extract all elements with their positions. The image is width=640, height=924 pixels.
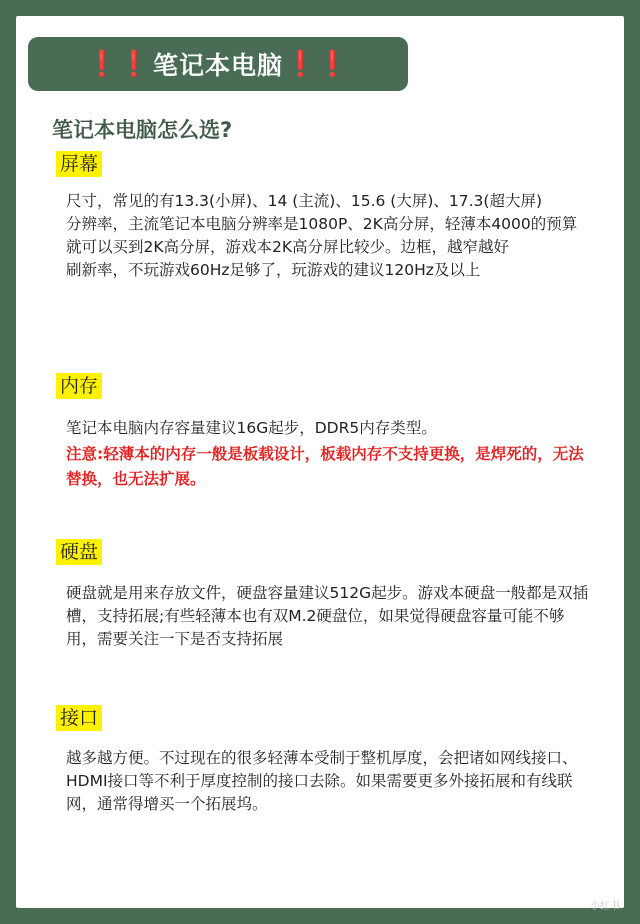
storage-text: 硬盘就是用来存放文件，硬盘容量建议512G起步。游戏本硬盘一般都是双插槽，支持拓展;有些轻薄本也有双M.2硬盘位，如果觉得硬盘容量可能不够用，需要关注一下是否支持拓展 (66, 584, 589, 648)
watermark: 小红书 (590, 901, 620, 912)
exclamation-icon-right: ❗❗ (285, 49, 350, 78)
banner-title: 笔记本电脑 (152, 51, 283, 80)
section-body-screen (66, 190, 590, 282)
title-banner (28, 37, 408, 91)
section-title-storage: 硬盘 (56, 539, 102, 565)
exclamation-icon-left: ❗❗ (86, 49, 151, 78)
memory-text: 笔记本电脑内存容量建议16G起步，DDR5内存类型。 (66, 419, 437, 437)
section-body-memory (66, 417, 590, 440)
section-title-memory: 内存 (56, 373, 102, 399)
screen-refresh-text: 刷新率，不玩游戏60Hz足够了，玩游戏的建议120Hz及以上 (66, 261, 481, 279)
section-title-screen: 屏幕 (56, 151, 102, 177)
memory-warning: 注意:轻薄本的内存一般是板载设计，板载内存不支持更换，是焊死的，无法替换，也无法扩展。 (66, 445, 584, 488)
section-body-ports (66, 747, 590, 816)
screen-resolution-text: 分辨率，主流笔记本电脑分辨率是1080P、2K高分屏，轻薄本4000的预算就可以买到2K高分屏，游戏本2K高分屏比较少。边框，越窄越好 (66, 215, 578, 256)
screen-size-text: 尺寸，常见的有13.3(小屏)、14 (主流)、15.6 (大屏)、17.3(超大屏) (66, 192, 542, 210)
section-body-storage (66, 582, 590, 651)
section-title-ports: 接口 (56, 705, 102, 731)
ports-text: 越多越方便。不过现在的很多轻薄本受制于整机厚度，会把诸如网线接口、HDMI接口等不利于厚度控制的接口去除。如果需要更多外接拓展和有线联网，通常得增买一个拓展坞。 (66, 749, 578, 813)
page-subtitle: 笔记本电脑怎么选? (52, 118, 233, 142)
